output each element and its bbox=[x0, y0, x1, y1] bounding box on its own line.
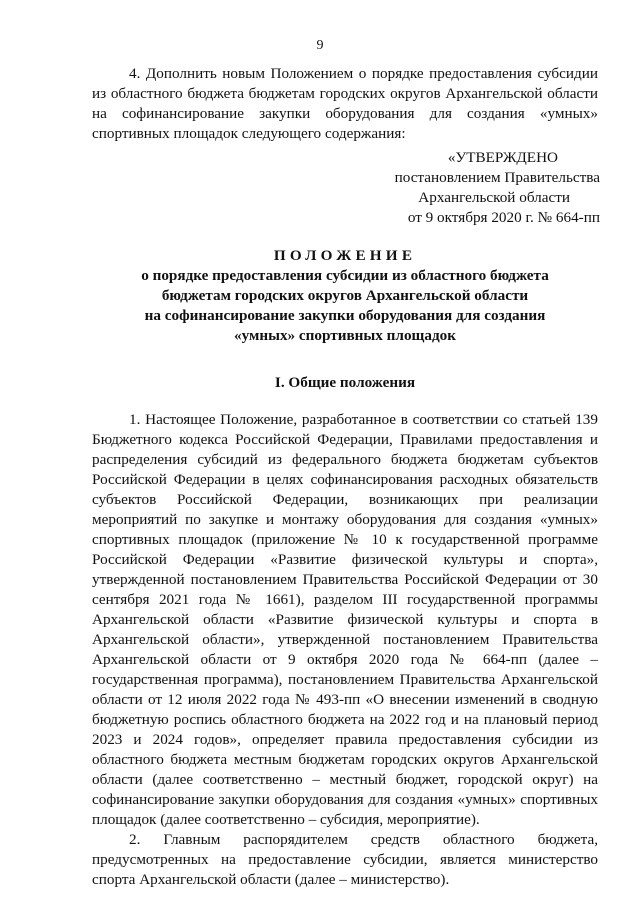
title-line-3: на софинансирование закупки оборудования для создания bbox=[144, 307, 546, 324]
approval-line-1: «УТВЕРЖДЕНО bbox=[447, 149, 558, 166]
document-title bbox=[92, 246, 598, 346]
title-line-4: «умных» спортивных площадок bbox=[234, 327, 456, 344]
approval-stamp bbox=[360, 148, 600, 228]
section-title: I. Общие положения bbox=[274, 374, 416, 391]
approval-line-4: от 9 октября 2020 г. № 664-пп bbox=[407, 209, 600, 226]
page-number: 9 bbox=[316, 38, 324, 53]
title-heading: ПОЛОЖЕНИЕ bbox=[273, 247, 417, 264]
title-line-2: бюджетам городских округов Архангельской области bbox=[161, 287, 529, 304]
approval-line-3: Архангельской области bbox=[418, 189, 570, 206]
title-line-1: о порядке предоставления субсидии из областного бюджета bbox=[141, 267, 549, 284]
body-block bbox=[92, 410, 598, 890]
intro-paragraph: 4. Дополнить новым Положением о порядке предоставления субсидии из областного бюджета бюджетам городских округов Архангельской области на софинансирование закупки оборудования для создания «умных» спортивных площадок следующего содержания: bbox=[92, 65, 598, 142]
intro-block bbox=[92, 64, 598, 144]
approval-line-2: постановлением Правительства bbox=[394, 169, 600, 186]
paragraph-1: 1. Настоящее Положение, разработанное в соответствии со статьей 139 Бюджетного кодекса Российской Федерации, Правилами предоставления и распределения субсидий из федерального бюджета бюджетам субъектов Российской Федерации в целях софинансирования расходных обязательств субъектов Российской Федерации, возникающих при реализации мероприятий по закупке и монтажу оборудования для создания «умных» спортивных площадок (приложение № 10 к государственной программе Российской Федерации «Развитие физической культуры и спорта», утвержденной постановлением Правительства Российской Федерации от 30 сентября 2021 года № 1661), разделом III государственной программы Архангельской области «Развитие физической культуры и спорта в Архангельской области», утвержденной постановлением Правительства Архангельской области от 9 октября 2020 года № 664-пп (далее – государственная программа), постановлением Правительства Архангельской области от 12 июля 2022 года № 493-пп «О внесении изменений в сводную бюджетную роспись областного бюджета на 2022 год и на плановый период 2023 и 2024 годов», определяет правила предоставления субсидии из областного бюджета местным бюджетам городских округов Архангельской области (далее соответственно – местный бюджет, городской округ) на софинансирование закупки оборудования для создания «умных» спортивных площадок (далее соответственно – субсидия, мероприятие). bbox=[92, 411, 598, 828]
paragraph-2: 2. Главным распорядителем средств областного бюджета, предусмотренных на предоставление субсидии, является министерство спорта Архангельской области (далее – министерство). bbox=[92, 831, 598, 888]
